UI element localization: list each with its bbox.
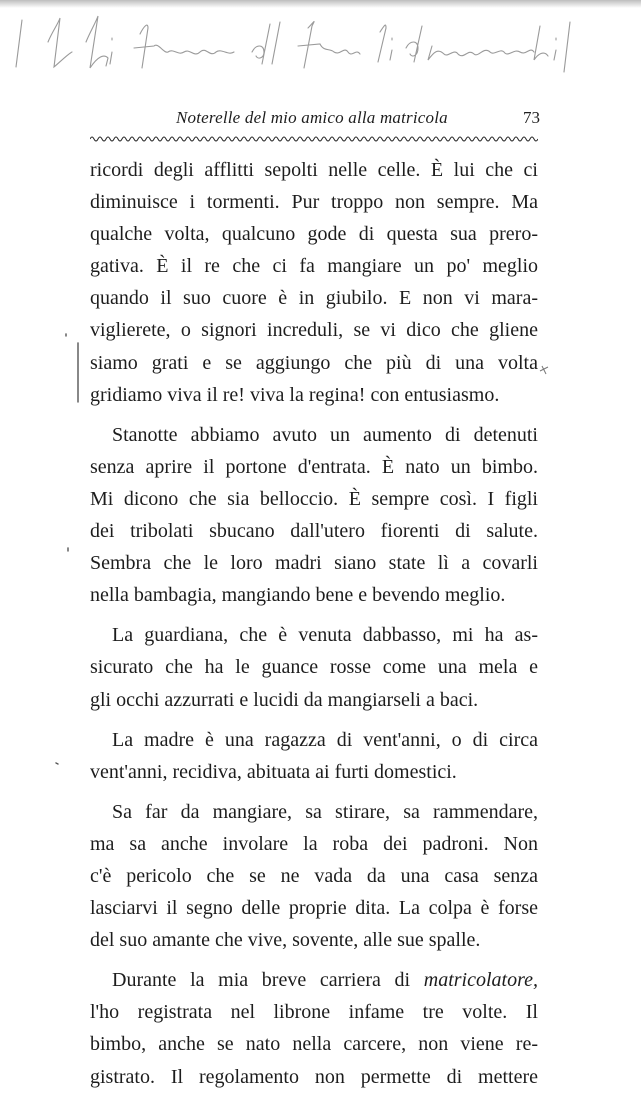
header-ornament-rule bbox=[90, 133, 538, 145]
text-line bbox=[90, 579, 538, 611]
text-line-content: dei tribolati sbucano dall'utero fiorenti di salute. bbox=[90, 520, 538, 543]
body-text bbox=[90, 154, 538, 1093]
text-line-content: l'ho registrata nel librone infame tre volte. Il bbox=[90, 1001, 538, 1024]
text-line-content: Sa far da mangiare, sa stirare, sa rammendare, bbox=[112, 800, 538, 823]
text-line bbox=[90, 684, 538, 716]
handwritten-annotation bbox=[8, 12, 608, 82]
text-line-content: sicurato che ha le guance rosse come una mela e bbox=[90, 656, 538, 679]
page-header bbox=[92, 108, 544, 132]
text-line-content: gistrato. Il regolamento non permette di mettere bbox=[90, 1065, 538, 1088]
text-line-content: senza aprire il portone d'entrata. È nato un bimbo. bbox=[90, 455, 538, 478]
running-head: Noterelle del mio amico alla matricola bbox=[176, 108, 448, 127]
text-line bbox=[90, 892, 538, 924]
paragraph-gap bbox=[90, 411, 538, 419]
text-line-content: siamo grati e se aggiungo che più di una volta bbox=[90, 351, 538, 374]
text-line bbox=[90, 1061, 538, 1093]
text-line bbox=[90, 451, 538, 483]
text-line-content: bimbo, anche se nato nella carcere, non viene re- bbox=[90, 1033, 538, 1056]
text-line-content: gli occhi azzurrati e lucidi da mangiarseli a baci. bbox=[90, 688, 479, 711]
text-line-content: gativa. È il re che ci fa mangiare un po' meglio bbox=[90, 255, 538, 278]
text-line-content: quando il suo cuore è in giubilo. E non vi mara- bbox=[90, 287, 538, 310]
text-line bbox=[90, 860, 538, 892]
text-line bbox=[90, 218, 538, 250]
text-line bbox=[90, 347, 538, 379]
text-line bbox=[90, 996, 538, 1028]
text-line-content: del suo amante che vive, sovente, alle sue spalle. bbox=[90, 929, 481, 952]
text-line-content: nella bambagia, mangiando bene e bevendo meglio. bbox=[90, 584, 506, 607]
page-number: 73 bbox=[523, 108, 540, 127]
text-line bbox=[90, 483, 538, 515]
text-line-content: La madre è una ragazza di vent'anni, o di circa bbox=[112, 728, 538, 751]
paragraph-gap bbox=[90, 611, 538, 619]
text-line-content: La guardiana, che è venuta dabbasso, mi ha as- bbox=[112, 624, 538, 647]
text-line-content: gridiamo viva il re! viva la regina! con entusiasmo. bbox=[90, 383, 500, 406]
paragraph-gap bbox=[90, 716, 538, 724]
text-line-content: viglierete, o signori increduli, se vi dico che gliene bbox=[90, 319, 538, 342]
text-line-content: ma sa anche involare la roba dei padroni. Non bbox=[90, 832, 538, 855]
text-line bbox=[90, 547, 538, 579]
text-line bbox=[90, 1028, 538, 1060]
text-line bbox=[90, 314, 538, 346]
text-line bbox=[90, 379, 538, 411]
text-line-content: vent'anni, recidiva, abituata ai furti domestici. bbox=[90, 760, 457, 783]
text-line-content: Sembra che le loro madri siano state lì a covarli bbox=[90, 552, 538, 575]
text-line bbox=[90, 724, 538, 756]
text-line bbox=[90, 796, 538, 828]
text-line bbox=[90, 964, 538, 996]
text-line bbox=[90, 756, 538, 788]
text-line bbox=[90, 186, 538, 218]
paragraph-gap bbox=[90, 956, 538, 964]
text-line-content: lasciarvi il segno delle proprie dita. La colpa è forse bbox=[90, 897, 538, 920]
text-line bbox=[90, 419, 538, 451]
text-line-content: diminuisce i tormenti. Pur troppo non sempre. Ma bbox=[90, 191, 538, 214]
text-line bbox=[90, 154, 538, 186]
text-line-content: Stanotte abbiamo avuto un aumento di detenuti bbox=[112, 423, 538, 446]
text-line-content: Mi dicono che sia belloccio. È sempre così. I figli bbox=[90, 487, 538, 510]
text-line-content: c'è pericolo che se ne vada da una casa senza bbox=[90, 864, 538, 887]
text-line bbox=[90, 619, 538, 651]
text-line-content: ricordi degli afflitti sepolti nelle celle. È lui che ci bbox=[90, 159, 538, 181]
text-line bbox=[90, 282, 538, 314]
text-line bbox=[90, 828, 538, 860]
text-line-content: qualche volta, qualcuno gode di questa sua prero- bbox=[90, 223, 538, 246]
text-line bbox=[90, 924, 538, 956]
page-top-edge bbox=[0, 0, 641, 8]
paragraph-gap bbox=[90, 788, 538, 796]
text-line bbox=[90, 651, 538, 683]
italic-word: matricolatore, bbox=[423, 969, 538, 992]
text-line bbox=[90, 250, 538, 282]
text-line-content: Durante la mia breve carriera di bbox=[112, 969, 424, 992]
text-line bbox=[90, 515, 538, 547]
